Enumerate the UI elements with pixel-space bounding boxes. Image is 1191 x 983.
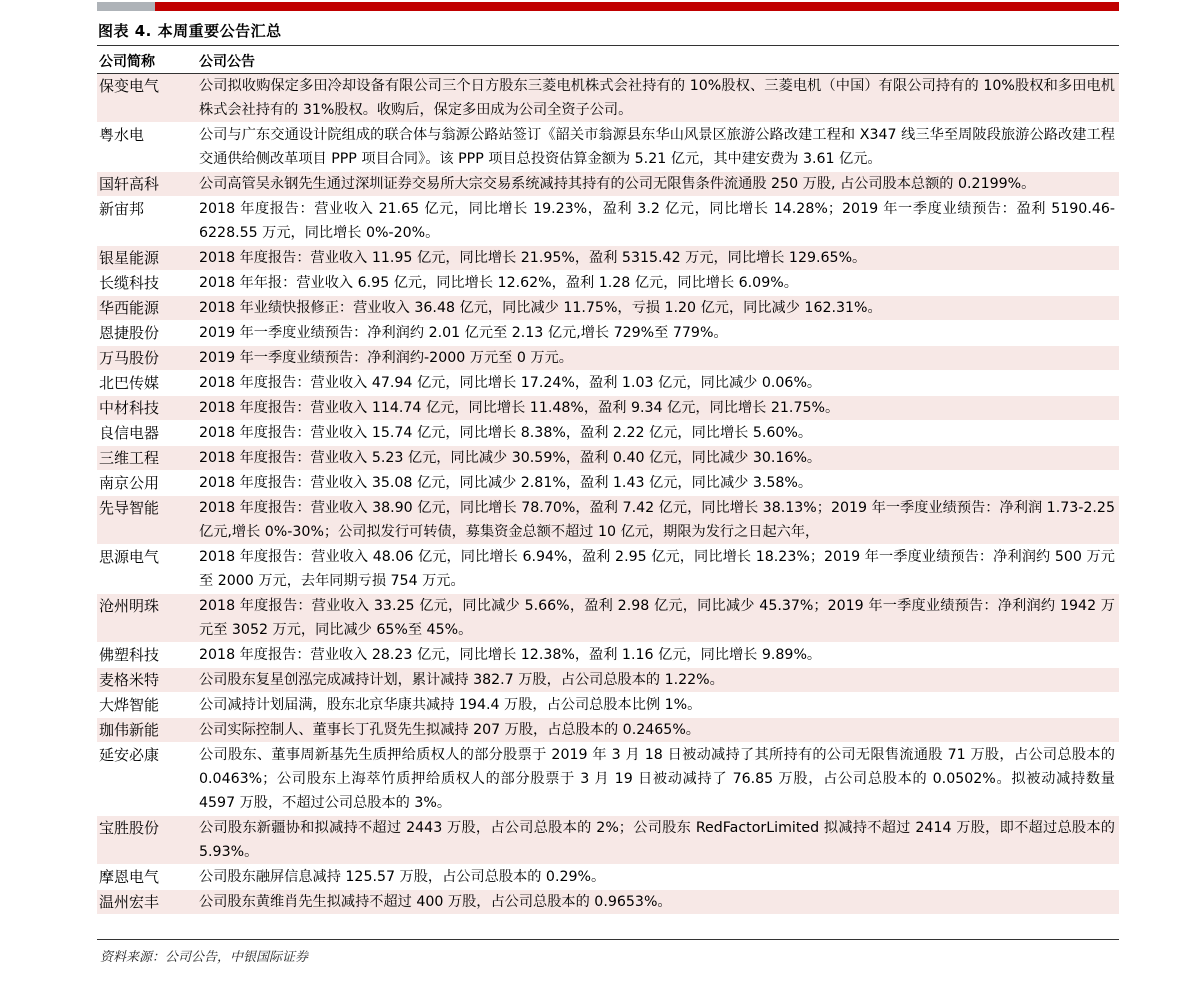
company-name: 思源电气 <box>97 545 197 594</box>
table-row <box>97 197 1119 246</box>
announcement-text: 2018 年度报告：营业收入 35.08 亿元，同比减少 2.81%，盈利 1.43 亿元，同比减少 3.58%。 <box>197 471 1119 496</box>
announcement-text: 2018 年度报告：营业收入 5.23 亿元，同比减少 30.59%，盈利 0.40 亿元，同比减少 30.16%。 <box>197 446 1119 471</box>
announcement-text: 2018 年度报告：营业收入 28.23 亿元，同比增长 12.38%，盈利 1.16 亿元，同比增长 9.89%。 <box>197 643 1119 668</box>
source-note: 资料来源：公司公告，中银国际证券 <box>100 950 309 965</box>
announcement-text: 2018 年度报告：营业收入 38.90 亿元，同比增长 78.70%，盈利 7.42 亿元，同比增长 38.13%；2019 年一季度业绩预告：净利润 1.73-2.25 亿元,增长 0%-30%；公司拟发行可转债，募集资金总额不超过 10 亿元，期限为发行之日起六年， <box>197 496 1119 545</box>
header-grey-tab <box>97 2 155 11</box>
announcement-text: 2018 年年报：营业收入 6.95 亿元，同比增长 12.62%，盈利 1.28 亿元，同比增长 6.09%。 <box>197 271 1119 296</box>
company-name: 宝胜股份 <box>97 816 197 865</box>
announcement-text: 2018 年度报告：营业收入 47.94 亿元，同比增长 17.24%，盈利 1.03 亿元，同比减少 0.06%。 <box>197 371 1119 396</box>
company-name: 佛塑科技 <box>97 643 197 668</box>
table-row <box>97 643 1119 668</box>
company-name: 北巴传媒 <box>97 371 197 396</box>
table-row <box>97 545 1119 594</box>
company-name: 良信电器 <box>97 421 197 446</box>
announcement-text: 2018 年业绩快报修正：营业收入 36.48 亿元，同比减少 11.75%，亏损 1.20 亿元，同比减少 162.31%。 <box>197 296 1119 321</box>
figure-title: 图表 4. 本周重要公告汇总 <box>98 22 282 40</box>
announcement-text: 公司减持计划届满，股东北京华康共减持 194.4 万股，占公司总股本比例 1%。 <box>197 693 1119 718</box>
company-name: 延安必康 <box>97 743 197 816</box>
announcement-text: 2018 年度报告：营业收入 21.65 亿元，同比增长 19.23%，盈利 3.2 亿元，同比增长 14.28%；2019 年一季度业绩预告：盈利 5190.46-6228.55 万元，同比增长 0%-20%。 <box>197 197 1119 246</box>
header-announcement: 公司公告 <box>197 47 1119 74</box>
company-name: 大烨智能 <box>97 693 197 718</box>
table-row <box>97 718 1119 743</box>
announcement-text: 公司股东复星创泓完成减持计划，累计减持 382.7 万股，占公司总股本的 1.22%。 <box>197 668 1119 693</box>
table-row <box>97 74 1119 123</box>
header-company: 公司简称 <box>97 47 197 74</box>
company-name: 新宙邦 <box>97 197 197 246</box>
announcement-text: 2018 年度报告：营业收入 114.74 亿元，同比增长 11.48%，盈利 9.34 亿元，同比增长 21.75%。 <box>197 396 1119 421</box>
table-row <box>97 668 1119 693</box>
table-row <box>97 743 1119 816</box>
announcement-text: 公司与广东交通设计院组成的联合体与翁源公路站签订《韶关市翁源县东华山风景区旅游公路改建工程和 X347 线三华至周陂段旅游公路改建工程交通供给侧改革项目 PPP 项目合同》。该 PPP 项目总投资估算金额为 5.21 亿元，其中建安费为 3.61 亿元。 <box>197 123 1119 172</box>
announcement-text: 公司高管吴永钢先生通过深圳证券交易所大宗交易系统减持其持有的公司无限售条件流通股 250 万股, 占公司股本总额的 0.2199%。 <box>197 172 1119 197</box>
announcement-text: 2018 年度报告：营业收入 48.06 亿元，同比增长 6.94%，盈利 2.95 亿元，同比增长 18.23%；2019 年一季度业绩预告：净利润约 500 万元至 2000 万元，去年同期亏损 754 万元。 <box>197 545 1119 594</box>
company-name: 银星能源 <box>97 246 197 271</box>
table-row <box>97 471 1119 496</box>
announcement-text: 2019 年一季度业绩预告：净利润约 2.01 亿元至 2.13 亿元,增长 729%至 779%。 <box>197 321 1119 346</box>
company-name: 万马股份 <box>97 346 197 371</box>
company-name: 国轩高科 <box>97 172 197 197</box>
table-row <box>97 421 1119 446</box>
company-name: 华西能源 <box>97 296 197 321</box>
announcement-text: 公司股东黄维肖先生拟减持不超过 400 万股，占公司总股本的 0.9653%。 <box>197 890 1119 915</box>
table-row <box>97 123 1119 172</box>
table-row <box>97 271 1119 296</box>
table-row <box>97 446 1119 471</box>
title-divider <box>97 45 1119 46</box>
table-row <box>97 496 1119 545</box>
company-name: 保变电气 <box>97 74 197 123</box>
announcement-text: 公司股东新疆协和拟减持不超过 2443 万股，占公司总股本的 2%；公司股东 RedFactorLimited 拟减持不超过 2414 万股，即不超过总股本的 5.93%。 <box>197 816 1119 865</box>
announcement-text: 2018 年度报告：营业收入 11.95 亿元，同比增长 21.95%，盈利 5315.42 万元，同比增长 129.65%。 <box>197 246 1119 271</box>
table-body <box>97 74 1119 915</box>
announcement-text: 公司股东、董事周新基先生质押给质权人的部分股票于 2019 年 3 月 18 日被动减持了其所持有的公司无限售流通股 71 万股，占公司总股本的 0.0463%；公司股东上海萃竹质押给质权人的部分股票于 3 月 19 日被动减持了 76.85 万股，占公司总股本的 0.0502%。拟被动减持数量 4597 万股，不超过公司总股本的 3%。 <box>197 743 1119 816</box>
company-name: 先导智能 <box>97 496 197 545</box>
company-name: 长缆科技 <box>97 271 197 296</box>
header-accent-bar <box>97 2 1119 11</box>
company-name: 南京公用 <box>97 471 197 496</box>
table-row <box>97 816 1119 865</box>
company-name: 三维工程 <box>97 446 197 471</box>
table-row <box>97 246 1119 271</box>
table-row <box>97 890 1119 915</box>
company-name: 温州宏丰 <box>97 890 197 915</box>
table-row <box>97 594 1119 643</box>
announcement-text: 2018 年度报告：营业收入 33.25 亿元，同比减少 5.66%，盈利 2.98 亿元，同比减少 45.37%；2019 年一季度业绩预告：净利润约 1942 万元至 3052 万元，同比减少 65%至 45%。 <box>197 594 1119 643</box>
table-row <box>97 346 1119 371</box>
company-name: 沧州明珠 <box>97 594 197 643</box>
table-row <box>97 693 1119 718</box>
company-name: 摩恩电气 <box>97 865 197 890</box>
table-bottom-divider <box>97 939 1119 940</box>
announcement-text: 公司股东融屏信息减持 125.57 万股，占公司总股本的 0.29%。 <box>197 865 1119 890</box>
announcement-text: 公司拟收购保定多田冷却设备有限公司三个日方股东三菱电机株式会社持有的 10%股权、三菱电机（中国）有限公司持有的 10%股权和多田电机株式会社持有的 31%股权。收购后，保定多田成为公司全资子公司。 <box>197 74 1119 123</box>
table-row <box>97 396 1119 421</box>
announcement-text: 2018 年度报告：营业收入 15.74 亿元，同比增长 8.38%，盈利 2.22 亿元，同比增长 5.60%。 <box>197 421 1119 446</box>
company-name: 恩捷股份 <box>97 321 197 346</box>
announcement-text: 2019 年一季度业绩预告：净利润约-2000 万元至 0 万元。 <box>197 346 1119 371</box>
table-row <box>97 172 1119 197</box>
announcement-table <box>97 47 1119 915</box>
table-row <box>97 321 1119 346</box>
table-row <box>97 865 1119 890</box>
company-name: 中材科技 <box>97 396 197 421</box>
table-header-row <box>97 47 1119 74</box>
company-name: 麦格米特 <box>97 668 197 693</box>
company-name: 珈伟新能 <box>97 718 197 743</box>
table-row <box>97 296 1119 321</box>
company-name: 粤水电 <box>97 123 197 172</box>
table-row <box>97 371 1119 396</box>
announcement-text: 公司实际控制人、董事长丁孔贤先生拟减持 207 万股，占总股本的 0.2465%。 <box>197 718 1119 743</box>
